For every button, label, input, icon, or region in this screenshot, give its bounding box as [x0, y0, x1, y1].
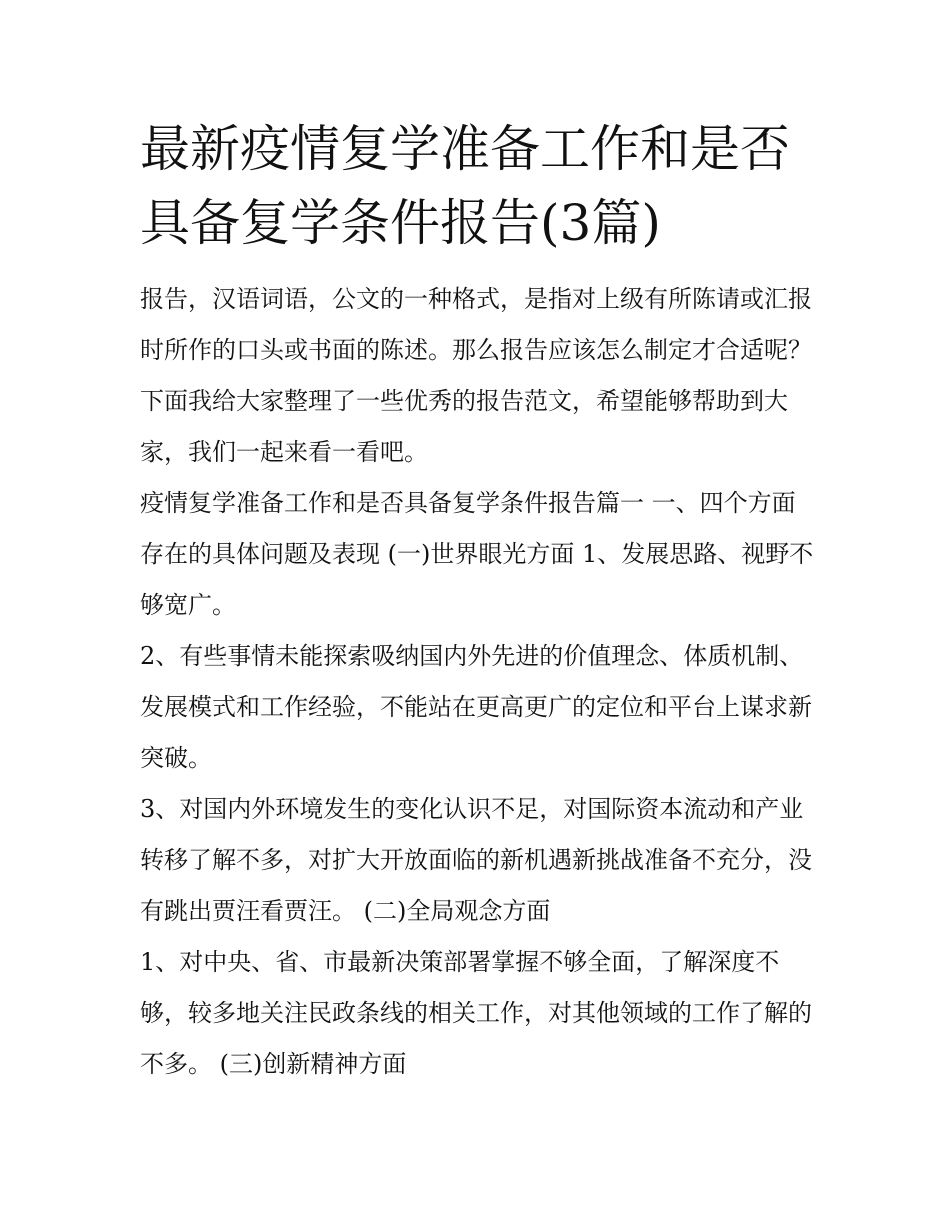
- document-title: 最新疫情复学准备工作和是否具备复学条件报告(3篇): [140, 120, 790, 252]
- document-body: [140, 274, 815, 1090]
- document-content: [140, 112, 815, 1090]
- paragraph-item-1-global: 1、对中央、省、市最新决策部署掌握不够全面，了解深度不够，较多地关注民政条线的相关工作，对其他领域的工作了解的不多。 (三)创新精神方面: [140, 948, 812, 1078]
- paragraph-item-2: 2、有些事情未能探索吸纳国内外先进的价值理念、体质机制、发展模式和工作经验，不能站在更高更广的定位和平台上谋求新突破。: [140, 642, 812, 772]
- paragraph-intro: 报告，汉语词语，公文的一种格式，是指对上级有所陈请或汇报时所作的口头或书面的陈述。那么报告应该怎么制定才合适呢？下面我给大家整理了一些优秀的报告范文，希望能够帮助到大家，我们一起来看一看吧。: [140, 285, 812, 466]
- paragraph-item-3: 3、对国内外环境发生的变化认识不足，对国际资本流动和产业转移了解不多，对扩大开放面临的新机遇新挑战准备不充分，没有跳出贾汪看贾汪。 (二)全局观念方面: [140, 795, 812, 925]
- paragraph-section-one: 疫情复学准备工作和是否具备复学条件报告篇一 一、四个方面存在的具体问题及表现 (一)世界眼光方面 1、发展思路、视野不够宽广。: [140, 489, 814, 619]
